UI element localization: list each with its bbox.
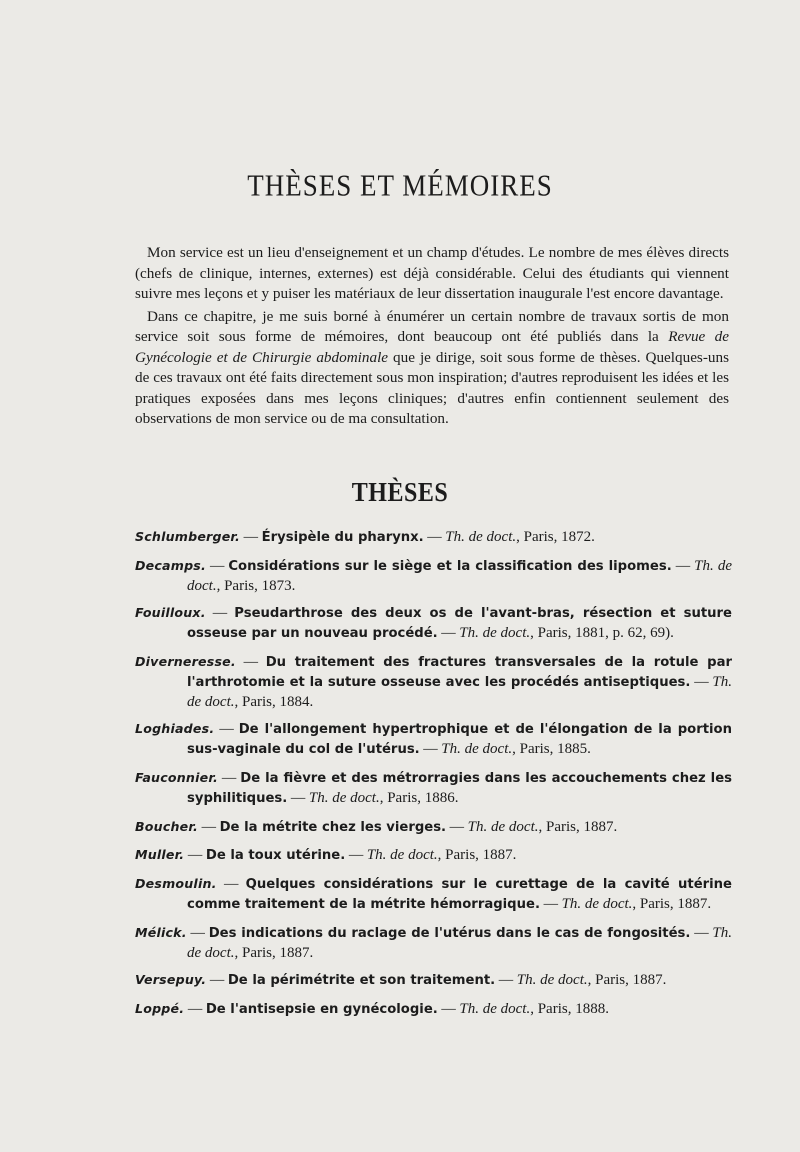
thesis-ref: Th. de doct. (308, 789, 380, 806)
thesis-entry: Versepuy. — De la périmétrite et son traitement. — Th. de doct., Paris, 1887. (135, 972, 667, 989)
thesis-entry: Muller. — De la toux utérine. — Th. de doct., Paris, 1887. (135, 847, 517, 864)
thesis-ref: Th. de doct. (445, 529, 517, 545)
thesis-author: Diverneresse. (135, 653, 236, 669)
thesis-date: , Paris, 1887. (632, 895, 712, 912)
thesis-title: De l'antisepsie en gynécologie. (205, 1002, 438, 1018)
thesis-title: De la périmétrite et son traitement. (227, 973, 496, 989)
thesis-date: , Paris, 1887. (538, 818, 618, 835)
thesis-ref: Th. de doct. (187, 673, 732, 710)
intro-paragraph-2 (135, 307, 729, 430)
thesis-author: Decamps. (135, 557, 206, 573)
thesis-author: Desmoulin. (135, 876, 217, 892)
thesis-ref: Th. de doct. (467, 818, 539, 835)
thesis-entry: Schlumberger. — Érysipèle du pharynx. — Th. de doct., Paris, 1872. (135, 529, 595, 545)
thesis-entry: Diverneresse. — Du traitement des fractures transversales de la rotule par l'arthrotomie et la suture osseuse avec les procédés antiseptiques. — Th. de doct., Paris, 1884. (135, 653, 732, 710)
thesis-date: , Paris, 1873. (216, 577, 296, 594)
thesis-title: Quelques considérations sur le curettage de la cavité utérine comme traitement de la métrite hémorragique. (187, 877, 732, 912)
thesis-author: Schlumberger. (135, 529, 241, 544)
thesis-title: De la métrite chez les vierges. (219, 819, 447, 835)
section-title-theses: THÈSES (351, 477, 449, 508)
thesis-date: , Paris, 1872. (516, 529, 595, 545)
thesis-author: Loppé. (135, 1001, 185, 1017)
thesis-date: , Paris, 1884. (234, 693, 314, 710)
thesis-ref: Th. de doct. (516, 972, 588, 989)
thesis-author: Boucher. (135, 818, 198, 834)
thesis-ref: Th. de doct. (459, 1001, 531, 1018)
page-title: THÈSES ET MÉMOIRES (247, 167, 553, 203)
thesis-entry: Fouilloux. — Pseudarthrose des deux os de l'avant-bras, résection et suture osseuse par un nouveau procédé. — Th. de doct., Paris, 1881, p. 62, 69). (135, 605, 732, 642)
thesis-list (135, 528, 732, 1029)
thesis-ref: Th. de doct. (187, 557, 732, 594)
thesis-date: , Paris, 1887. (587, 972, 667, 989)
thesis-ref: Th. de doct. (187, 924, 733, 961)
thesis-entry: Fauconnier. — De la fièvre et des métrorragies dans les accouchements chez les syphilitiques. — Th. de doct., Paris, 1886. (135, 769, 732, 806)
thesis-author: Muller. (135, 847, 185, 863)
thesis-title: Érysipèle du pharynx. (261, 530, 424, 545)
thesis-author: Fauconnier. (135, 769, 218, 785)
thesis-author: Versepuy. (135, 972, 207, 988)
thesis-title: Du traitement des fractures transversales de la rotule par l'arthrotomie et la suture osseuse avec les procédés antiseptiques. (187, 654, 732, 690)
thesis-date: , Paris, 1885. (512, 741, 591, 758)
thesis-title: Des indications du raclage de l'utérus dans le cas de fongosités. (208, 925, 691, 941)
thesis-title: De la toux utérine. (205, 848, 346, 864)
thesis-date: , Paris, 1886. (379, 789, 459, 806)
thesis-author: Fouilloux. (135, 605, 206, 621)
thesis-author: Loghiades. (135, 721, 215, 737)
intro-paragraph-2-start: Dans ce chapitre, je me suis borné à énumérer un certain nombre de travaux sortis de mon service soit sous forme de mémoires, dont beaucoup ont été publiés dans la (135, 307, 729, 345)
intro-paragraph-2-end: que je dirige, soit sous forme de thèses. Quelques-uns de ces travaux ont été faits directement sous mon inspiration; d'autres reproduisent les idées et les pratiques exposées dans mes leçons cliniques; d'autres enfin contiennent seulement des observations de mon service ou de ma consultation. (135, 348, 729, 427)
thesis-date: , Paris, 1887. (234, 944, 314, 961)
thesis-ref: Th. de doct. (459, 625, 531, 642)
intro-paragraph-1: Mon service est un lieu d'enseignement et un champ d'études. Le nombre de mes élèves directs (chefs de clinique, internes, externes) est déjà considérable. Celui des étudiants qui viennent suivre mes leçons et y puiser les matériaux de leur dissertation inaugurale l'est encore davantage. (135, 244, 729, 302)
thesis-entry: Desmoulin. — Quelques considérations sur le curettage de la cavité utérine comme traitement de la métrite hémorragique. — Th. de doct., Paris, 1887. (135, 876, 732, 912)
thesis-title: De l'allongement hypertrophique et de l'élongation de la portion sus-vaginale du col de l'utérus. (187, 722, 733, 758)
thesis-date: , Paris, 1888. (530, 1001, 609, 1018)
thesis-ref: Th. de doct. (561, 895, 633, 912)
thesis-entry: Decamps. — Considérations sur le siège et la classification des lipomes. — Th. de doct., Paris, 1873. (135, 557, 732, 594)
thesis-title: De la fièvre et des métrorragies dans les accouchements chez les syphilitiques. (187, 770, 732, 806)
thesis-entry: Loppé. — De l'antisepsie en gynécologie. — Th. de doct., Paris, 1888. (135, 1001, 609, 1018)
thesis-author: Mélick. (135, 924, 187, 940)
thesis-entry: Loghiades. — De l'allongement hypertrophique et de l'élongation de la portion sus-vaginale du col de l'utérus. — Th. de doct., Paris, 1885. (135, 721, 733, 758)
thesis-date: , Paris, 1887. (437, 847, 517, 864)
thesis-ref: Th. de doct. (441, 741, 513, 758)
thesis-title: Considérations sur le siège et la classification des lipomes. (228, 558, 672, 574)
journal-name: Revue de Gynécologie et de Chirurgie abdominale (135, 328, 729, 366)
thesis-ref: Th. de doct. (366, 847, 438, 864)
thesis-entry: Mélick. — Des indications du raclage de l'utérus dans le cas de fongosités. — Th. de doct., Paris, 1887. (135, 924, 733, 961)
thesis-entry: Boucher. — De la métrite chez les vierges. — Th. de doct., Paris, 1887. (135, 818, 618, 835)
bleed-through-mark (110, 120, 114, 138)
thesis-title: Pseudarthrose des deux os de l'avant-bras, résection et suture osseuse par un nouveau procédé. (187, 606, 732, 642)
intro-text (135, 243, 729, 430)
thesis-date: , Paris, 1881, p. 62, 69). (530, 625, 674, 642)
